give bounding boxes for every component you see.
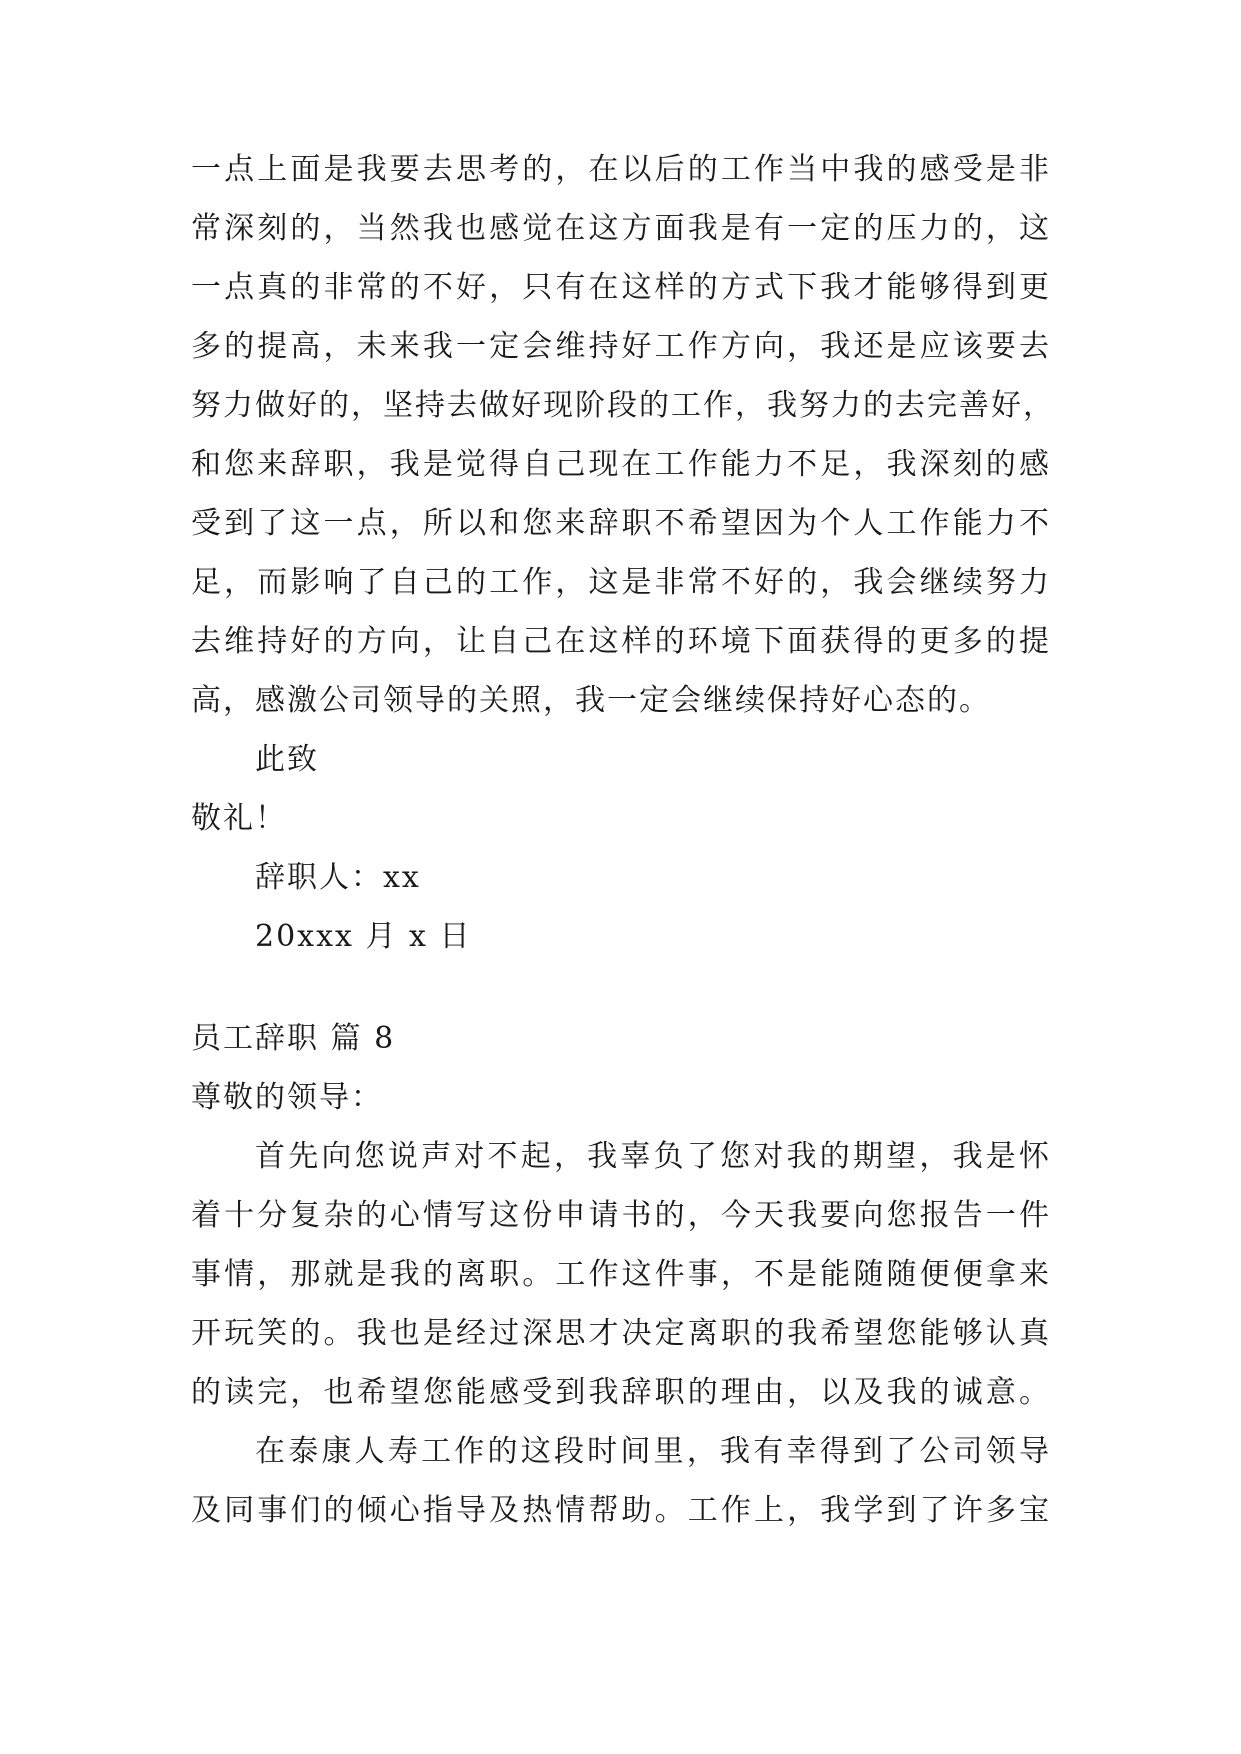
body-line: 高，感激公司领导的关照，我一定会继续保持好心态的。 (191, 683, 991, 718)
body-line: 去维持好的方向，让自己在这样的环境下面获得的更多的提 (191, 624, 1051, 659)
body-line: 在泰康人寿工作的这段时间里，我有幸得到了公司领导 (255, 1434, 1051, 1469)
body-line: 事情，那就是我的离职。工作这件事，不是能随随便便拿来 (191, 1257, 1051, 1292)
body-line: 首先向您说声对不起，我辜负了您对我的期望，我是怀 (255, 1139, 1051, 1174)
body-line: 多的提高，未来我一定会维持好工作方向，我还是应该要去 (191, 329, 1051, 364)
body-line: 及同事们的倾心指导及热情帮助。工作上，我学到了许多宝 (191, 1493, 1051, 1528)
greeting-text: 尊敬的领导： (191, 1080, 383, 1115)
closing-text: 此致 (255, 742, 319, 777)
body-line: 努力做好的，坚持去做好现阶段的工作，我努力的去完善好， (191, 388, 1055, 423)
body-line: 的读完，也希望您能感受到我辞职的理由，以及我的诚意。 (191, 1375, 1051, 1410)
body-line: 足，而影响了自己的工作，这是非常不好的，我会继续努力 (191, 565, 1051, 600)
section-heading: 员工辞职 篇 8 (191, 1021, 396, 1056)
body-line: 一点真的非常的不好，只有在这样的方式下我才能够得到更 (191, 270, 1051, 305)
salute-text: 敬礼！ (191, 801, 287, 836)
signature-text: 辞职人：xx (255, 860, 421, 895)
body-line: 开玩笑的。我也是经过深思才决定离职的我希望您能够认真 (191, 1316, 1051, 1351)
body-line: 常深刻的，当然我也感觉在这方面我是有一定的压力的，这 (191, 211, 1051, 246)
date-text: 20xxx 月 x 日 (255, 919, 472, 954)
body-line: 受到了这一点，所以和您来辞职不希望因为个人工作能力不 (191, 506, 1051, 541)
body-line: 着十分复杂的心情写这份申请书的，今天我要向您报告一件 (191, 1198, 1051, 1233)
body-line: 一点上面是我要去思考的，在以后的工作当中我的感受是非 (191, 152, 1051, 187)
body-line: 和您来辞职，我是觉得自己现在工作能力不足，我深刻的感 (191, 447, 1051, 482)
